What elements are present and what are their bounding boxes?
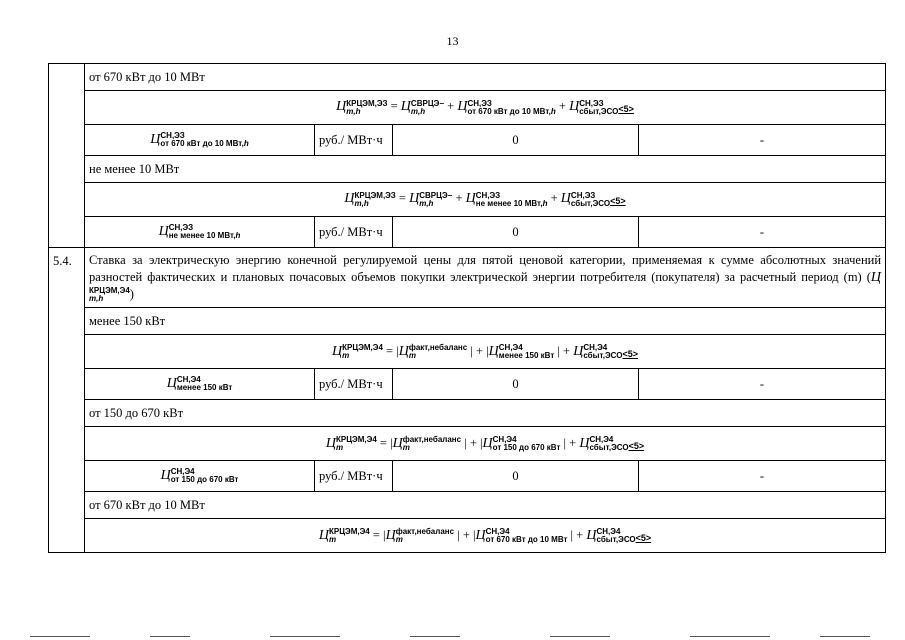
sup-index: КРЦЭМ,Э4 [328,526,370,536]
section-description [85,248,886,308]
formula-symbol: Ц [158,223,169,239]
extra-cell: - [639,369,886,400]
extra-cell: - [639,461,886,492]
sub-index: m,h [354,198,369,208]
sub-index: m,h [419,198,434,208]
sub-index: сбыт,ЭСО [583,350,623,360]
symbol-cell [85,217,315,248]
sub-index: m [328,534,337,544]
formula-symbol: Ц [318,527,329,543]
category-label: менее 150 кВт [85,308,886,335]
table-row [49,217,886,248]
table-row [49,308,886,335]
sup-index: СН,Э4 [498,342,523,352]
sub-index: сбыт,ЭСО [589,442,629,452]
table-row [49,125,886,156]
sub-index: m [408,350,416,360]
scan-mark [30,636,90,637]
formula-indices [89,287,130,303]
sub-index: m [335,442,344,452]
formula-operator: = [390,99,398,114]
sup-index: СВРЦЭ− [410,98,445,108]
formula-symbol: Ц [482,435,493,451]
formula-symbol: Ц [569,99,580,115]
sup-index: факт,небаланс [408,342,468,352]
formula-indices [596,528,635,544]
table-row [49,156,886,183]
table-row [49,64,886,91]
table-row [49,248,886,308]
formula-operator: = | [372,527,386,542]
sup-index: СН,Э4 [485,526,510,536]
formula-operator: + [447,99,455,114]
formula-cell [85,335,886,369]
sup-index: СН,Э4 [583,342,608,352]
formula-indices [571,192,610,208]
scan-mark [270,636,340,637]
formula-symbol: Ц [392,435,403,451]
table-row [49,461,886,492]
formula-indices [583,344,622,360]
sup-index: КРЦЭМ,ЭЗ [354,190,396,200]
table-row [49,519,886,553]
scan-mark [410,636,460,637]
unit-cell: руб./ МВт·ч [315,369,393,400]
formula-indices [346,100,387,116]
formula-indices [499,344,554,360]
sup-index: КРЦЭМ,Э4 [342,342,383,352]
formula-operator: = [398,191,406,206]
footnote-ref[interactable]: <5> [618,104,634,115]
scan-mark [690,636,770,637]
formula-operator: | + | [470,343,489,358]
formula-operator: | + [570,527,584,542]
category-label: от 670 кВт до 10 МВт [85,64,886,91]
formula-operator: + [550,191,558,206]
formula-indices [476,192,548,208]
sub-index: m,h [89,294,104,304]
scan-mark [820,636,870,637]
sub-index: менее 150 кВт [176,383,233,393]
formula-symbol: Ц [475,527,486,543]
formula-symbol: Ц [332,343,343,359]
footnote-ref[interactable]: <5> [622,348,639,359]
sup-index: СН,ЭЗ [467,98,492,108]
formula-indices [486,528,568,544]
footnote-ref[interactable]: <5> [635,532,652,543]
footnote-ref[interactable]: <5> [628,440,645,451]
value-cell: 0 [393,125,639,156]
formula-indices [355,192,396,208]
sub-index: сбыт,ЭСО [570,198,611,208]
formula-indices [169,224,241,240]
formula-cell [85,519,886,553]
sup-index: факт,небаланс [402,434,462,444]
formula-symbol: Ц [457,99,468,115]
formula-symbol: Ц [150,131,161,147]
formula-symbol: Ц [385,527,396,543]
sup-index: СН,Э4 [596,526,621,536]
section-text: Ставка за электрическую энергию конечной регулируемой цены для пятой ценовой категории, применяемая к сумме абсолютных значений разностей фактических и плановых почасовых объемов покупки электрической энергии потребителя (покупателя) за расчетный период (m) ( [89,253,882,284]
symbol-cell [85,369,315,400]
formula-symbol: Ц [573,343,584,359]
formula-symbol: Ц [409,191,420,207]
formula-cell [85,427,886,461]
formula-operator: + [455,191,463,206]
symbol-cell [85,461,315,492]
sub-index-h: h [243,139,249,149]
formula-indices [336,436,377,452]
footnote-ref[interactable]: <5> [610,196,626,207]
formula-operator: | + | [464,435,483,450]
sup-index: КРЦЭМ,Э4 [89,286,130,296]
formula-symbol: Ц [160,468,171,484]
formula-operator: | + [557,343,571,358]
formula-indices [493,436,561,452]
formula-indices [160,132,248,148]
scan-mark [150,636,190,637]
sub-index: не менее 10 МВт, [475,198,543,208]
sub-index: от 150 до 670 кВт [492,442,561,452]
formula-operator: | + | [457,527,476,542]
formula-indices [409,344,467,360]
table-row [49,400,886,427]
section-number: 5.4. [49,248,85,553]
row-number-cell [49,64,85,248]
table-row [49,427,886,461]
sub-index-h: h [550,106,556,116]
sup-index: СВРЦЭ− [419,190,453,200]
formula-symbol: Ц [488,343,499,359]
formula-symbol: Ц [325,435,336,451]
category-label: от 150 до 670 кВт [85,400,886,427]
formula-symbol: Ц [579,435,590,451]
sup-index: СН,ЭЗ [579,98,604,108]
symbol-cell [85,125,315,156]
sub-index-h: h [235,231,241,241]
sup-index: СН,ЭЗ [475,190,501,200]
unit-cell: руб./ МВт·ч [315,125,393,156]
sup-index: СН,ЭЗ [160,131,185,141]
formula-cell [85,183,886,217]
formula-symbol: Ц [398,343,409,359]
formula-symbol: Ц [465,191,476,207]
formula-indices [579,100,618,116]
unit-cell: руб./ МВт·ч [315,217,393,248]
extra-cell: - [639,125,886,156]
unit-cell: руб./ МВт·ч [315,461,393,492]
sub-index: не менее 10 МВт, [168,231,236,241]
value-cell: 0 [393,369,639,400]
sub-index: m [402,442,410,452]
scan-mark [550,636,610,637]
formula-operator: = | [386,343,399,358]
sub-index: от 670 кВт до 10 МВт [485,534,568,544]
formula-symbol: Ц [344,191,355,207]
tariff-table [48,63,886,553]
sup-index: СН,ЭЗ [168,223,194,233]
sub-index: от 670 кВт до 10 МВт, [467,106,551,116]
value-cell: 0 [393,217,639,248]
formula-operator: + [558,99,566,114]
table-row [49,183,886,217]
sub-index: m [395,534,403,544]
sub-index: от 670 кВт до 10 МВт, [160,139,244,149]
formula-indices [467,100,555,116]
formula-indices [177,376,232,392]
formula-indices [411,100,444,116]
formula-symbol: Ц [870,270,882,285]
formula-cell [85,91,886,125]
section-text-close: ) [129,287,134,301]
sup-index: факт,небаланс [395,526,455,536]
sub-index: m,h [346,106,361,116]
sub-index-h: h [542,198,548,208]
table-row [49,492,886,519]
formula-indices [342,344,383,360]
formula-symbol: Ц [586,527,597,543]
formula-indices [589,436,628,452]
sup-index: СН,Э4 [176,375,201,385]
sub-index: сбыт,ЭСО [579,106,619,116]
sub-index: сбыт,ЭСО [596,534,636,544]
category-label: не менее 10 МВт [85,156,886,183]
sub-index: m [342,350,350,360]
page-number: 13 [446,34,459,48]
formula-symbol: Ц [400,99,411,115]
value-cell: 0 [393,461,639,492]
formula-indices [396,528,454,544]
sup-index: СН,Э4 [589,434,614,444]
formula-indices [403,436,461,452]
sup-index: КРЦЭМ,ЭЗ [346,98,388,108]
table-row [49,369,886,400]
table-row [49,335,886,369]
formula-symbol: Ц [336,99,347,115]
formula-symbol: Ц [560,191,571,207]
extra-cell: - [639,217,886,248]
table-row [49,91,886,125]
formula-indices [329,528,370,544]
scan-edge-marks [30,636,880,638]
sub-index: от 150 до 670 кВт [170,475,239,485]
sub-index: m,h [410,106,426,116]
sup-index: СН,Э4 [492,434,517,444]
sup-index: СН,ЭЗ [570,190,596,200]
sub-index: менее 150 кВт [498,350,555,360]
sup-index: СН,Э4 [170,467,195,477]
formula-operator: = | [379,435,393,450]
category-label: от 670 кВт до 10 МВт [85,492,886,519]
formula-indices [171,468,239,484]
formula-operator: | + [563,435,577,450]
formula-symbol: Ц [166,376,177,392]
sup-index: КРЦЭМ,Э4 [335,434,377,444]
formula-indices [419,192,452,208]
